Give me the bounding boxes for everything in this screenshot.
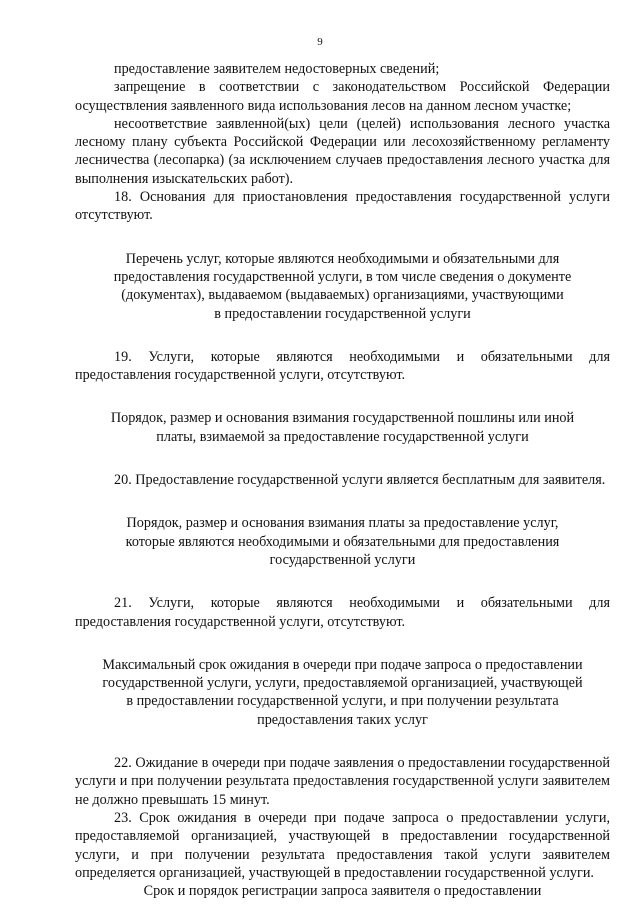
heading-line: в предоставлении государственной услуги, и при получении результата: [126, 693, 559, 710]
paragraph-22: 22. Ожидание в очереди при подаче заявления о предоставлении государственной услуги и при получении результата предоставления государственной услуги заявителем не должно превышать 15 минут.: [75, 755, 610, 808]
heading-line: платы, взимаемой за предоставление государственной услуги: [156, 428, 529, 445]
page-number: 9: [317, 36, 323, 48]
heading-line: которые являются необходимыми и обязательными для предоставления: [125, 533, 560, 550]
heading-line: предоставления государственной услуги, в том числе сведения о документе: [113, 268, 572, 285]
paragraph-18: 18. Основания для приостановления предоставления государственной услуги отсутствуют.: [75, 189, 610, 224]
heading-fee-for-services: [75, 514, 610, 569]
paragraph-19: 19. Услуги, которые являются необходимыми и обязательными для предоставления государственной услуги, отсутствуют.: [75, 348, 610, 384]
heading-registration: [75, 882, 610, 900]
paragraph-21: 21. Услуги, которые являются необходимыми и обязательными для предоставления государственной услуги, отсутствуют.: [75, 595, 610, 630]
heading-services-list: [75, 250, 610, 323]
heading-line: государственной услуги, услуги, предоставляемой организацией, участвующей: [102, 675, 583, 692]
heading-line: государственной услуги: [269, 551, 416, 568]
heading-line: предоставления таких услуг: [257, 711, 428, 728]
heading-line: Срок и порядок регистрации запроса заявителя о предоставлении: [143, 883, 542, 900]
paragraph-false-info: предоставление заявителем недостоверных сведений;: [114, 61, 440, 77]
heading-line: (документах), выдаваемом (выдаваемых) организациями, участвующими: [121, 287, 564, 304]
paragraph-20: 20. Предоставление государственной услуги является бесплатным для заявителя.: [114, 472, 606, 489]
heading-line: Перечень услуг, которые являются необходимыми и обязательными для: [125, 250, 560, 267]
heading-line: Порядок, размер и основания взимания платы за предоставление услуг,: [126, 515, 559, 532]
paragraph-prohibition: запрещение в соответствии с законодательством Российской Федерации осуществления заявленного вида использования лесов на данном лесном участке;: [75, 79, 610, 114]
paragraph-23: 23. Срок ожидания в очереди при подаче запроса о предоставлении услуги, предоставляемой организацией, участвующей в предоставлении государственной услуги, и при получении результата предоставления такой услуги заявителем определяется организацией, участвующей в предоставлении государственной услуги.: [75, 809, 610, 881]
heading-queue-time: [75, 656, 610, 729]
document-body: [75, 60, 610, 900]
heading-line: Максимальный срок ожидания в очереди при подаче запроса о предоставлении: [102, 656, 583, 673]
heading-line: Порядок, размер и основания взимания государственной пошлины или иной: [110, 410, 575, 427]
heading-state-fee: [75, 409, 610, 446]
heading-line: в предоставлении государственной услуги: [214, 305, 471, 322]
paragraph-mismatch: несоответствие заявленной(ых) цели (целей) использования лесного участка лесному плану субъекта Российской Федерации или лесохозяйственному регламенту лесничества (лесопарка) (за исключением случаев предоставления лесного участка для выполнения изыскательских работ).: [75, 115, 610, 187]
